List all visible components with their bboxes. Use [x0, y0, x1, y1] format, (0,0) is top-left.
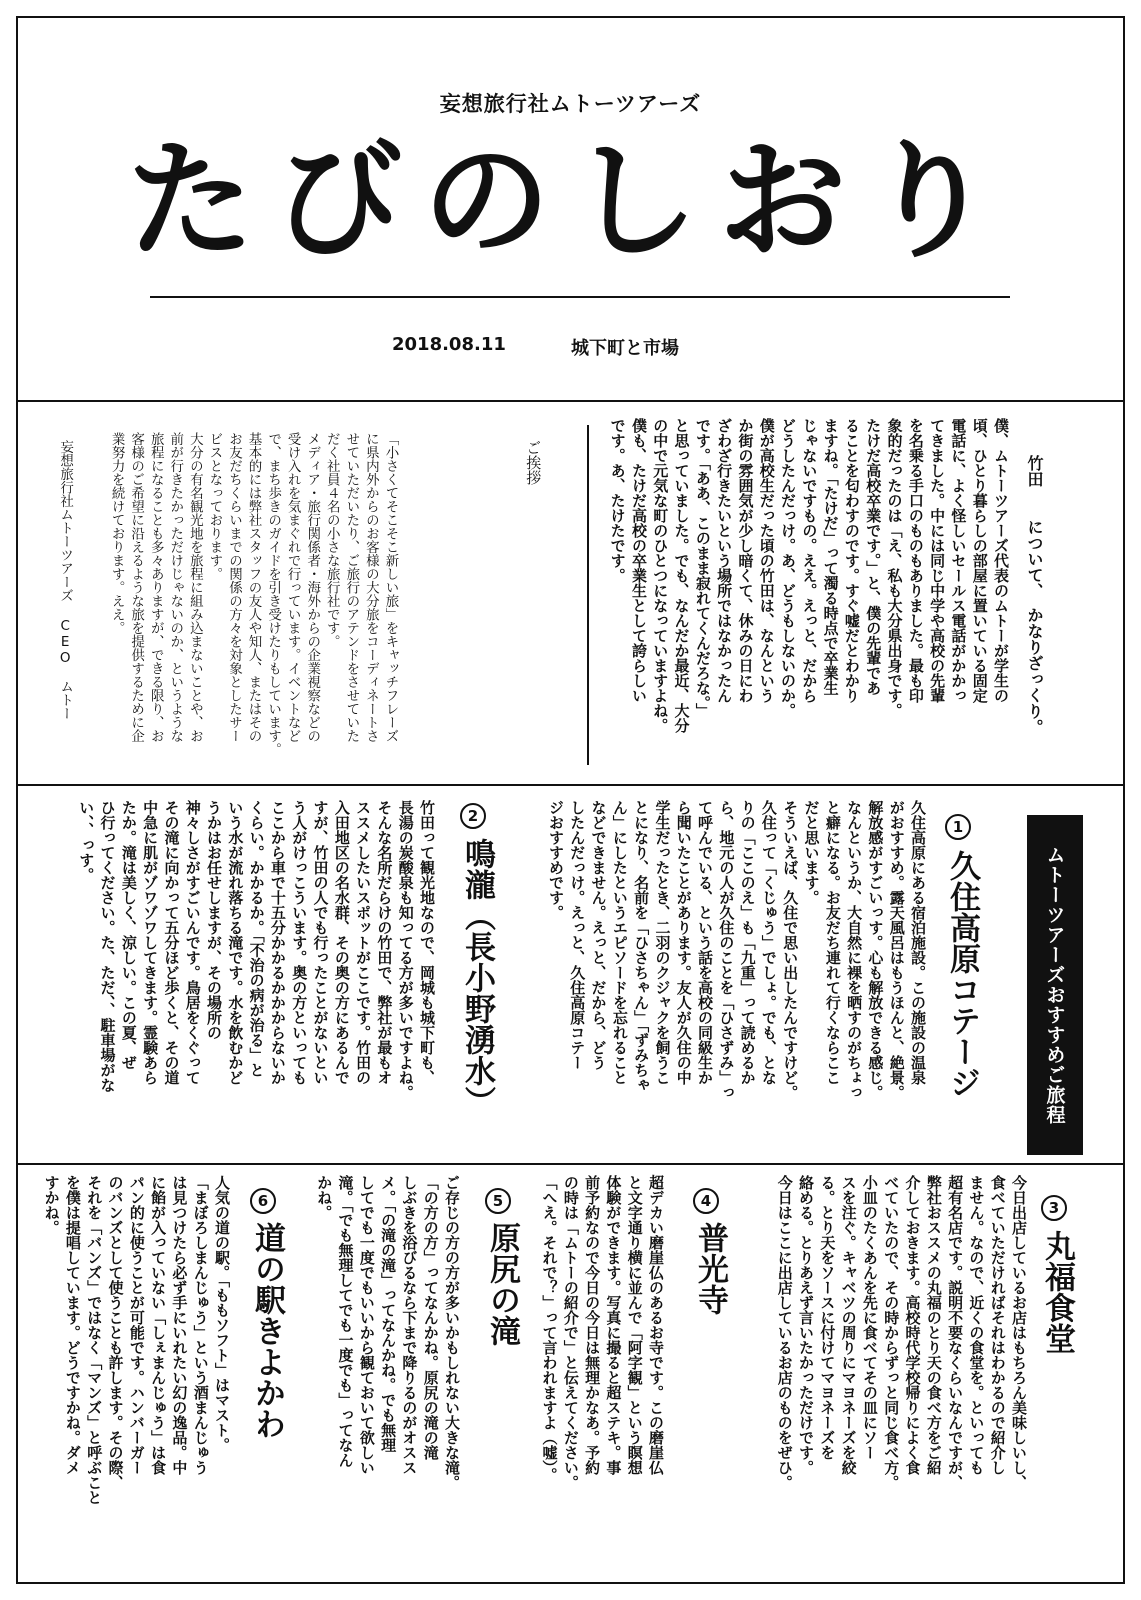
- spot-body-3: 今日出店しているお店はもちろん美味しいし、 食べていただければそれはわかるので紹介し ません。なので、近くの食堂を。といっても 超有名店です。説明不要なくらいなんですが、 弊社おススメの丸福のとり天の食べ方をご紹 介しておきます。高校時代学校帰りによく食 べていたので、その時からずっと同じ食べ方。 小皿のたくあんを先に食べてその皿にソー スを注ぐ。キャベツの周りにマヨネーズを絞 る。とり天をソースに付けてマヨネーズを 絡める。とりあえず言いたかっただけです。 今日はここに出店しているお店のものをぜひ。: [775, 1175, 1028, 1490]
- spot-title-6: 道の駅きよかわ: [249, 1222, 286, 1439]
- greeting-heading: ご挨拶: [524, 440, 543, 485]
- spot-number-4: 4: [693, 1188, 719, 1214]
- section-divider-top: [16, 400, 1125, 402]
- greeting-body: 「小さくてそこそこ新しい旅」をキャッチフレーズ に県内外からのお客様の大分旅をコーディネートさ せていただいたり、ご旅行のアテンドをさせていた だく社員４名の小さな旅行社です。 メディア・旅行関係者・海外からの企業視察などの 受け入れを気まぐれで行っています。イベントなど で、まち歩きのガイドを引き受けたりもしています。 基本的には弊社スタッフの友人や知人、またはその お友だちくらいまでの関係の方々を対象としたサー ビスとなっております。 大分の有名観光地を旅程に組み込まないことや、お 前が行きたかっただけじゃないのか、というような 旅程になることも多々ありますが、できる限り、お 客様のご希望に沿えるような旅を提供するために企 業努力を続けております。ええ。: [108, 432, 399, 756]
- spot-number-1: 1: [945, 814, 971, 840]
- page-title: たびのしおり: [126, 127, 1015, 276]
- spot-body-1: 久住高原にある宿泊施設。この施設の温泉 がおすすめ。露天風呂はもうほんと、絶景。 解放感がすごいっす。心も解放できる感じ。 なんというか、大自然に裸を晒すのがちょっ と癖になる。お友だち連れて行くならここ だと思います。 そういえば、久住で思い出したんですけど。 久住って「くじゅう」でしょ。でも、とな りの「ここのえ」も「九重」って読めるか ら、地元の人が久住のことを「ひさずみ」っ て呼んでいる、という話を高校の同級生か ら聞いたことがあります。友人が久住の中 学生だったとき、二羽のクジャクを飼うこ とになり、名前を「ひさちゃん」「ずみちゃ ん」にしたというエピソードを忘れること などできません。えっと、だから、どう したんだっけ。えっと、久住高原コテー ジおすすめです。: [546, 800, 927, 1100]
- spot-title-1: 久住高原コテージ: [944, 850, 981, 1098]
- spot-title-4: 普光寺: [692, 1222, 729, 1315]
- section-divider-middle: [16, 784, 1125, 786]
- spot-number-3: 3: [1041, 1195, 1067, 1221]
- spot-body-4: 超デカい磨崖仏のあるお寺です。この磨崖仏 と文字通り横に並んで「阿字観」という瞑想 体験ができます。写真に撮ると超ステキ。事 前予約なので今日の今日は無理かなあ。予約 の時は「ムトーの紹介で」と伝えてください。 「へえ。それで？」って言われますよ（嘘）。: [540, 1175, 665, 1490]
- recommended-banner-label: ムトーツアーズおすすめご旅程: [1043, 845, 1066, 1125]
- spot-title-2: 鳴瀧（長小野湧水）: [459, 838, 496, 1117]
- spot-number-6: 6: [250, 1188, 276, 1214]
- spot-number-5: 5: [485, 1188, 511, 1214]
- takeda-heading: 竹田 について、 かなりざっくり。: [1025, 455, 1044, 735]
- spot-title-3: 丸福食堂: [1039, 1230, 1076, 1354]
- takeda-body: 僕、ムトーツアーズ代表のムトーが学生の 頃、ひとり暮らしの部屋に置いている固定 電話に、よく怪しいセールス電話がかかっ てきました。中には同じ中学や高校の先輩 を名乗る手口のものもありました。最も印 象的だったのは「え、私も大分県出身です。 たけだ高校卒業です。」と、僕の先輩であ ることを匂わすのです。すぐ嘘だとわかり ますね。「たけだ」って濁る時点で卒業生 じゃないですもの。ええ。えっと、だから どうしたんだっけ。あ、どうもしないのか。 僕が高校生だった頃の竹田は、なんという か街の雰囲気が少し暗くて、休みの日にわ ざわざ行きたいという場所ではなかったん です。「ああ、このまま寂れてくんだろな。」 と思っていました。でも、なんだか最近、大分 の中で元気な町のひとつになっていますよね。 僕も、たけだ高校の卒業生として誇らしい です。あ、たけたです。: [608, 418, 1010, 733]
- spot-title-5: 原尻の滝: [484, 1222, 521, 1346]
- spot-body-2: 竹田って観光地なので、岡城も城下町も、 長湯の炭酸泉も知ってる方が多いですよね。 そんな名所だらけの竹田で、弊社が最もオ ススメしたいスポットがここです。竹田の 入田地区の名水群、その奥の方にあるんで すが、竹田の人でも行ったことがないとい う人がけっこういます。奥の方といっても ここから車で十五分かかるかかからないか くらい。かかるか。「不治の病が治る」と いう水が流れ落ちる滝です。水を飲むかど うかはお任せしますが、その場所の 神々しさがすごいんです。鳥居をくぐって その滝に向かって五分ほど歩くと、その道 中急に肌がゾワゾワしてきます。霊験あら たか。滝は美しく、涼しい。この夏、ぜ ひ行ってください。た、ただ、、駐車場がな い、、っす。: [77, 800, 436, 1100]
- issue-theme: 城下町と市場: [571, 338, 679, 359]
- recommended-banner: [1027, 815, 1083, 1155]
- title-rule: [150, 296, 1010, 298]
- spot-body-6: 人気の道の駅。「ももソフト」はマスト。 「まぼろしまんじゅう」という酒まんじゅう は見つけたら必ず手にいれたい幻の逸品。中 に餡が入っていない「しぇまんじゅう」は食 パン的に使うことが可能です。ハンバーガー のバンズとして使うことも許します。その際、 それを「バンズ」ではなく「マンズ」と呼ぶこと を僕は提唱しています。どうですかね。ダメ すかね。: [42, 1175, 231, 1505]
- greeting-signature: 妄想旅行社ムトーツアーズ CEO ムトー: [57, 440, 74, 720]
- company-name: 妄想旅行社ムトーツアーズ: [439, 92, 702, 116]
- section-divider-bottom: [16, 1163, 1125, 1165]
- spot-number-2: 2: [460, 803, 486, 829]
- column-divider: [587, 425, 589, 765]
- issue-date: 2018.08.11: [392, 334, 506, 355]
- spot-body-5: ご存じの方の方が多いかもしれない大きな滝。 「の方の方」ってなんかね。原尻の滝の滝 しぶきを浴びるなら下まで降りるのがオスス メ。「の滝の滝」ってなんかね。でも無理 してでも一度でもいいから観ておいて欲しい 滝。「でも無理してでも一度でも」ってなん かね。: [315, 1175, 461, 1490]
